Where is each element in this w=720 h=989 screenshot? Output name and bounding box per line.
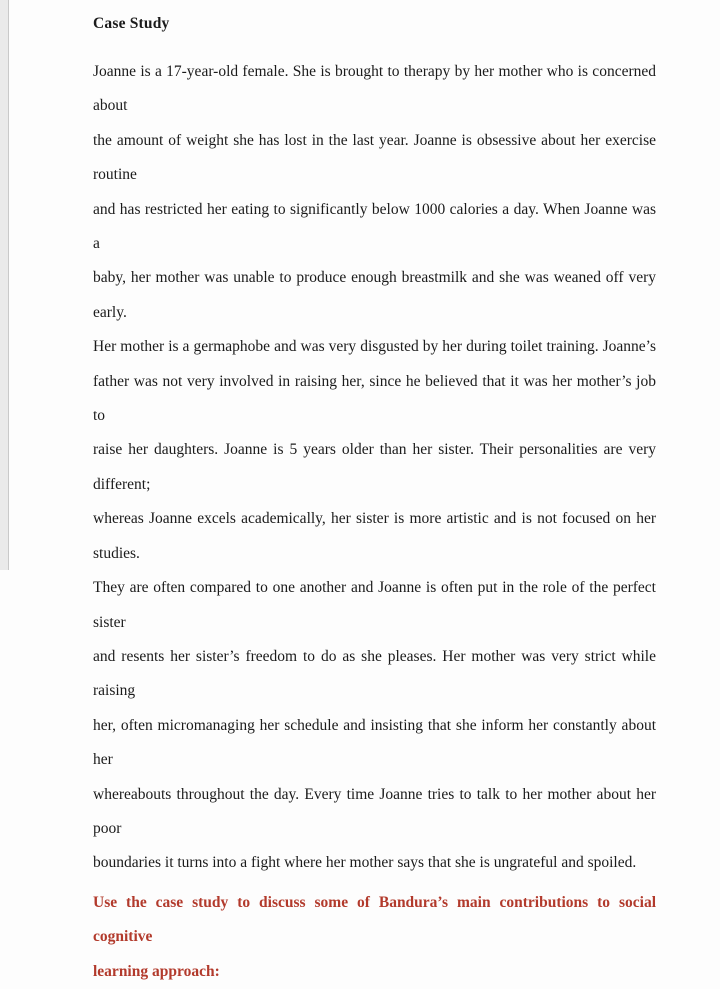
paragraph-line: Joanne is a 17-year-old female. She is brought to therapy by her mother who is concerned about [93,55,656,124]
paragraph-line: and resents her sister’s freedom to do as she pleases. Her mother was very strict while raising [93,640,656,709]
prompt-line: learning approach: [93,955,656,989]
discussion-prompt [93,886,656,989]
paragraph-line: and has restricted her eating to significantly below 1000 calories a day. When Joanne was a [93,193,656,262]
paragraph-line: the amount of weight she has lost in the last year. Joanne is obsessive about her exercise routine [93,124,656,193]
paragraph-line: her, often micromanaging her schedule and insisting that she inform her constantly about her [93,709,656,778]
paragraph-line: father was not very involved in raising her, since he believed that it was her mother’s job to [93,365,656,434]
document-page [10,0,720,570]
paragraph-line: baby, her mother was unable to produce enough breastmilk and she was weaned off very early. [93,261,656,330]
paragraph-line: raise her daughters. Joanne is 5 years older than her sister. Their personalities are very different; [93,433,656,502]
paragraph-line: Her mother is a germaphobe and was very disgusted by her during toilet training. Joanne’s [93,330,656,364]
paragraph-line: boundaries it turns into a fight where her mother says that she is ungrateful and spoiled. [93,846,656,880]
page-edge-strip [0,0,9,570]
section-heading: Case Study [93,13,656,35]
paragraph-line: They are often compared to one another and Joanne is often put in the role of the perfect sister [93,571,656,640]
paragraph-line: whereas Joanne excels academically, her sister is more artistic and is not focused on her studies. [93,502,656,571]
case-study-paragraph [93,55,656,881]
paragraph-line: whereabouts throughout the day. Every time Joanne tries to talk to her mother about her poor [93,778,656,847]
prompt-line: Use the case study to discuss some of Bandura’s main contributions to social cognitive [93,886,656,955]
